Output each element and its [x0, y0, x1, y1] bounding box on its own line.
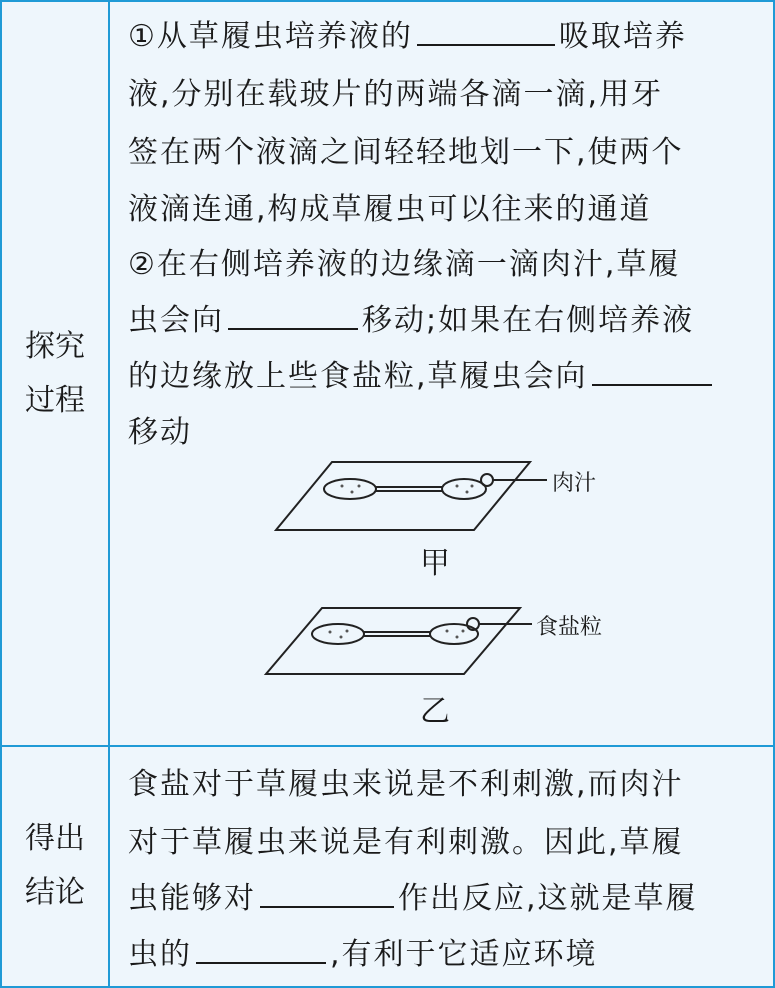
figure-label-yi: 乙 — [420, 694, 450, 729]
step2-line2-a: 虫会向 — [128, 303, 224, 338]
paramecia-jia — [341, 485, 474, 494]
step1-line1-b: 吸取培养 — [558, 19, 687, 54]
step1-line1-a: ①从草履虫培养液的 — [128, 19, 413, 54]
conclusion-line3 — [128, 872, 698, 926]
row-label-process-line1: 探究 — [25, 329, 85, 364]
step1-line3: 签在两个液滴之间轻轻地划一下,使两个 — [128, 135, 684, 170]
conclusion-line1: 食盐对于草履虫来说是不利刺激,而肉汁 — [128, 767, 684, 802]
step2-line1: ②在右侧培养液的边缘滴一滴肉汁,草履 — [128, 247, 681, 282]
row-label-conclusion-line2: 结论 — [25, 875, 85, 910]
paramecia-yi — [329, 630, 465, 639]
row-label-conclusion — [2, 812, 108, 920]
drop-left-jia — [324, 479, 376, 499]
fill-blank-5 — [196, 961, 326, 964]
slide-yi — [266, 608, 532, 674]
conclusion-line4 — [128, 928, 598, 982]
conclusion-line4-b: ,有利于它适应环境 — [330, 937, 598, 972]
step1-line2: 液,分别在载玻片的两端各滴一滴,用牙 — [128, 77, 664, 112]
meat-juice-drop — [481, 474, 493, 486]
drop-right-yi — [430, 624, 478, 644]
step2-line4: 移动 — [128, 415, 192, 450]
conclusion-line3-b: 作出反应,这就是草履 — [398, 881, 698, 916]
figure-label-jia: 甲 — [420, 546, 450, 581]
step1-line4: 液滴连通,构成草履虫可以往来的通道 — [128, 192, 652, 227]
meat-juice-callout: 肉汁 — [552, 471, 597, 496]
drop-left-yi — [312, 624, 364, 644]
slide-jia — [276, 462, 547, 530]
glass-slide-yi — [266, 608, 520, 674]
salt-callout: 食盐粒 — [536, 615, 603, 640]
conclusion-line4-a: 虫的 — [128, 937, 192, 972]
drop-right-jia — [442, 479, 486, 499]
conclusion-line3-a: 虫能够对 — [128, 881, 256, 916]
fill-blank-4 — [260, 905, 394, 908]
step2-line3-a: 的边缘放上些食盐粒,草履虫会向 — [128, 359, 588, 394]
conclusion-line2: 对于草履虫来说是有利刺激。因此,草履 — [128, 825, 684, 860]
glass-slide-jia — [276, 462, 530, 530]
step2-line2-b: 移动;如果在右侧培养液 — [362, 303, 695, 338]
row-label-process-line2: 过程 — [25, 383, 85, 418]
row-label-conclusion-line1: 得出 — [25, 821, 85, 856]
